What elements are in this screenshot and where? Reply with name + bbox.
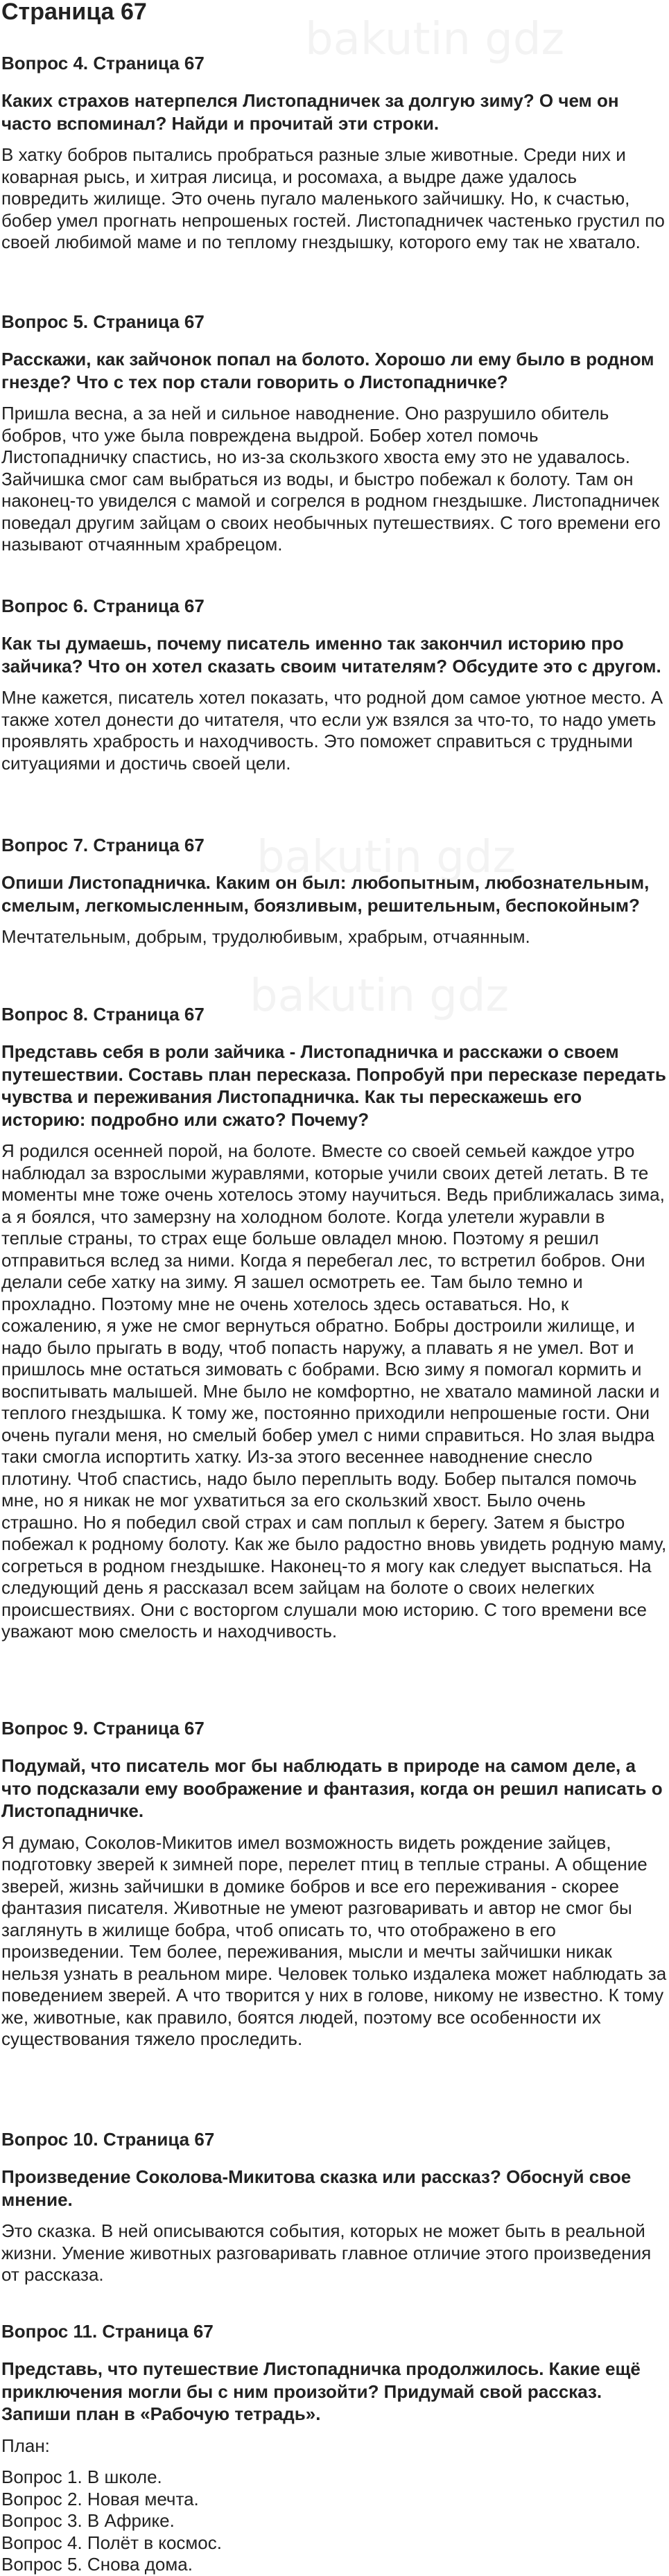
question-prompt: Как ты думаешь, почему писатель именно так закончил историю про зайчика? Что он хотел сказать своим читателям? Обсудите это с другом. <box>1 633 661 677</box>
question-heading: Вопрос 11. Страница 67 <box>1 2321 214 2342</box>
question-heading: Вопрос 5. Страница 67 <box>1 311 205 332</box>
question-block <box>1 2128 667 2286</box>
page-title: Страница 67 <box>1 0 147 25</box>
question-prompt: Представь, что путешествие Листопадничка продолжилось. Какие ещё приключения могли бы с ним произойти? Придумай свой рассказ. Запиши план в «Рабочую тетрадь». <box>1 2358 641 2424</box>
question-prompt: Подумай, что писатель мог бы наблюдать в природе на самом деле, а что подсказали ему воображение и фантазия, когда он решил написать о Листопадничке. <box>1 1755 663 1821</box>
question-answer: В хатку бобров пытались пробраться разные злые животные. Среди них и коварная рысь, и хитрая лисица, и росомаха, а выдре даже удалось повредить жилище. Это очень пугало маленького зайчишку. Но, к счастью, бобер умел прогнать непрошеных гостей. Листопадничек частенько грустил по своей любимой маме и по теплому гнездышку, которого ему так не хватало. <box>1 144 665 252</box>
question-heading: Вопрос 4. Страница 67 <box>1 53 205 73</box>
question-block <box>1 2320 667 2576</box>
question-prompt: Опиши Листопадничка. Каким он был: любопытным, любознательным, смелым, легкомысленным, боязливым, решительным, беспокойным? <box>1 872 650 916</box>
question-block <box>1 1003 667 1643</box>
question-heading: Вопрос 9. Страница 67 <box>1 1718 205 1739</box>
plan-item: Вопрос 2. Новая мечта. <box>1 2488 199 2509</box>
question-block <box>1 834 667 948</box>
question-answer: Мечтательным, добрым, трудолюбивым, храбрым, отчаянным. <box>1 926 530 947</box>
question-heading: Вопрос 6. Страница 67 <box>1 595 205 616</box>
question-block <box>1 1717 667 2051</box>
question-heading: Вопрос 10. Страница 67 <box>1 2129 215 2150</box>
question-answer: Пришла весна, а за ней и сильное наводнение. Оно разрушило обитель бобров, что уже была повреждена выдрой. Бобер хотел помочь Листопадничку спастись, но из-за скользкого хвоста ему это не удавалось. Зайчишка смог сам выбраться из воды, и быстро побежал к болоту. Там он наконец-то увиделся с мамой и согрелся в родном гнездышке. Листопадничек поведал другим зайцам о своих необычных путешествиях. С того времени его называют отчаянным храбрецом. <box>1 403 661 555</box>
plan-item: Вопрос 1. В школе. <box>1 2466 162 2487</box>
plan-item: Вопрос 5. Снова дома. <box>1 2554 193 2575</box>
question-heading: Вопрос 8. Страница 67 <box>1 1004 205 1025</box>
question-heading: Вопрос 7. Страница 67 <box>1 835 205 855</box>
plan-label: План: <box>1 2435 50 2456</box>
question-prompt: Расскажи, как зайчонок попал на болото. Хорошо ли ему было в родном гнезде? Что с тех пор стали говорить о Листопадничке? <box>1 349 654 392</box>
question-block <box>1 311 667 556</box>
question-block <box>1 595 667 774</box>
question-answer: Мне кажется, писатель хотел показать, что родной дом самое уютное место. А также хотел донести до читателя, что если уж взялся за что-то, то надо уметь проявлять храбрость и находчивость. Это поможет справиться с трудными ситуациями и достичь своей цели. <box>1 687 663 774</box>
question-prompt: Произведение Соколова-Микитова сказка или рассказ? Обоснуй свое мнение. <box>1 2166 632 2210</box>
question-prompt: Каких страхов натерпелся Листопадничек за долгую зиму? О чем он часто вспоминал? Найди и прочитай эти строки. <box>1 90 619 134</box>
question-block <box>1 52 667 254</box>
plan-item: Вопрос 3. В Африке. <box>1 2510 175 2531</box>
question-answer: Я родился осенней порой, на болоте. Вместе со своей семьей каждое утро наблюдал за взрослыми журавлями, которые учили своих детей летать. В те моменты мне тоже очень хотелось этому научиться. Ведь приближалась зима, а я боялся, что замерзну на холодном болоте. Когда улетели журавли в теплые страны, то страх еще больше овладел мною. Поэтому я решил отправиться вслед за ними. Когда я перебегал лес, то встретил бобров. Они делали себе хатку на зиму. Я зашел осмотреть ее. Там было темно и прохладно. Поэтому мне не очень хотелось здесь оставаться. Но, к сожалению, я уже не смог вернуться обратно. Бобры достроили жилище, и надо было прыгать в воду, чтоб попасть наружу, а плавать я не умел. Вот и пришлось мне остаться зимовать с бобрами. Всю зиму я помогал кормить и воспитывать малышей. Мне было не комфортно, не хватало маминой ласки и теплого гнездышка. К тому же, постоянно приходили непрошеные гости. Они очень пугали меня, но смелый бобер умел с ними справиться. Но злая выдра таки смогла испортить хатку. Из-за этого весеннее наводнение снесло плотину. Чтоб спастись, надо было переплыть воду. Бобер пытался помочь мне, но я никак не мог ухватиться за его скользкий хвост. Было очень страшно. Но я победил свой страх и сам поплыл к берегу. Затем я быстро побежал к родному болоту. Как же было радостно вновь увидеть родную маму, согреться в родном гнездышке. Наконец-то я могу как следует выспаться. На следующий день я рассказал всем зайцам на болоте о своих нелегких происшествиях. Они с восторгом слушали мою историю. С того времени все уважают мою смелость и находчивость. <box>1 1140 667 1642</box>
plan-item: Вопрос 4. Полёт в космос. <box>1 2532 222 2553</box>
question-answer: Я думаю, Соколов-Микитов имел возможность видеть рождение зайцев, подготовку зверей к зимней поре, перелет птиц в теплые страны. А общение зверей, жизнь зайчишки в домике бобров и все его переживания - скорее фантазия писателя. Животные не умеют разговаривать и автор не смог бы заглянуть в жилище бобра, чтоб описать то, что отображено в его произведении. Тем более, переживания, мысли и мечты зайчишки никак нельзя узнать в реальном мире. Человек только издалека может наблюдать за поведением зверей. А что творится у них в голове, никому не известно. К тому же, животные, как правило, боятся людей, поэтому все особенности их существования тяжело проследить. <box>1 1831 667 2049</box>
question-answer: Это сказка. В ней описываются события, которых не может быть в реальной жизни. Умение животных разговаривать главное отличие этого произведения от рассказа. <box>1 2220 652 2285</box>
question-prompt: Представь себя в роли зайчика - Листопадничка и расскажи о своем путешествии. Составь план пересказа. Попробуй при пересказе передать чувства и переживания Листопадничка. Как ты перескажешь его историю: подробно или сжато? Почему? <box>1 1041 666 1130</box>
plan-list <box>1 2466 667 2576</box>
